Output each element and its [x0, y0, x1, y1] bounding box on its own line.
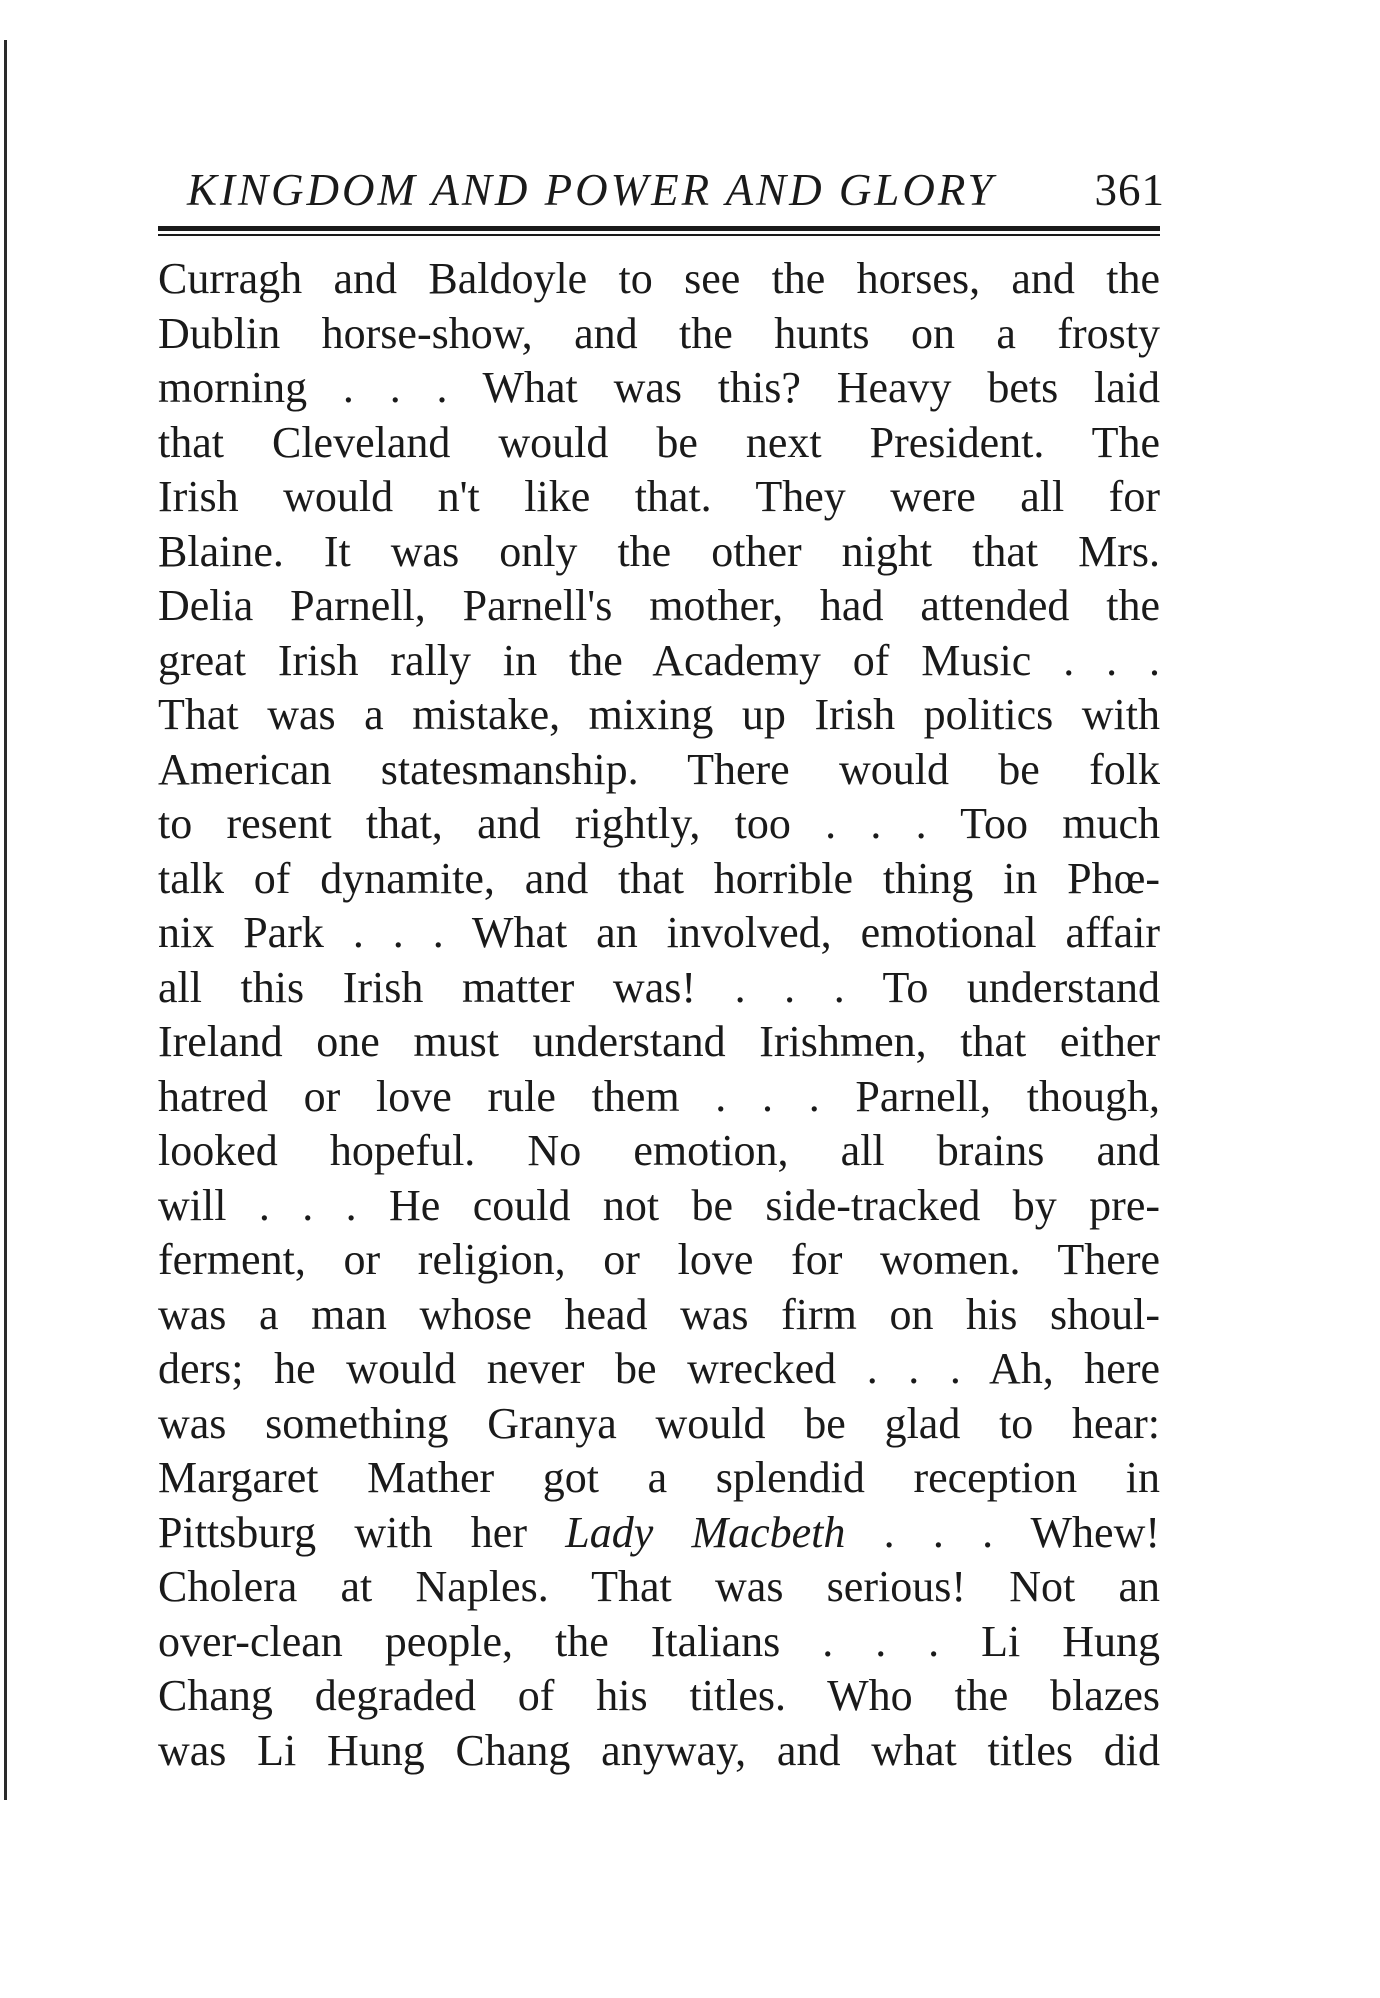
text-line: talk of dynamite, and that horrible thing in Phœ-: [158, 853, 1160, 903]
text-line: Blaine. It was only the other night that Mrs.: [158, 526, 1160, 576]
text-line: to resent that, and rightly, too . . . Too much: [158, 799, 1160, 848]
work-title: Lady Macbeth: [565, 1507, 846, 1557]
page-header: [165, 158, 1165, 222]
text-line: morning . . . What was this? Heavy bets laid: [158, 363, 1160, 412]
running-title: KINGDOM AND POWER AND GLORY: [187, 165, 996, 215]
text-line: Margaret Mather got a splendid reception in: [158, 1453, 1160, 1502]
header-rule-thin: [158, 234, 1160, 236]
text-line: that Cleveland would be next President. The: [158, 417, 1160, 467]
text-line: Cholera at Naples. That was serious! Not an: [158, 1562, 1160, 1611]
text-line: nix Park . . . What an involved, emotional affair: [158, 908, 1160, 957]
text-line: ferment, or religion, or love for women. There: [158, 1235, 1160, 1284]
line-text-after: . . . Whew!: [883, 1507, 1160, 1557]
text-line: all this Irish matter was! . . . To understand: [158, 962, 1160, 1012]
text-line: will . . . He could not be side-tracked by pre-: [158, 1180, 1160, 1230]
text-line: looked hopeful. No emotion, all brains and: [158, 1126, 1160, 1175]
page-binding-edge: [4, 40, 7, 1800]
text-line: Dublin horse-show, and the hunts on a frosty: [158, 308, 1160, 358]
text-line-with-title: [158, 1506, 1160, 1561]
text-line: was Li Hung Chang anyway, and what titles did: [158, 1725, 1160, 1775]
text-line: Curragh and Baldoyle to see the horses, and the: [158, 254, 1160, 303]
text-line: That was a mistake, mixing up Irish politics with: [158, 690, 1160, 739]
text-line: American statesmanship. There would be folk: [158, 744, 1160, 794]
text-line: Irish would n't like that. They were all for: [158, 472, 1160, 521]
text-line: Ireland one must understand Irishmen, that either: [158, 1017, 1160, 1066]
text-line: over-clean people, the Italians . . . Li Hung: [158, 1616, 1160, 1666]
text-line: Chang degraded of his titles. Who the blazes: [158, 1671, 1160, 1720]
text-line: was a man whose head was firm on his shoul-: [158, 1289, 1160, 1339]
text-line: was something Granya would be glad to hear:: [158, 1398, 1160, 1448]
text-line: hatred or love rule them . . . Parnell, though,: [158, 1071, 1160, 1121]
text-line: ders; he would never be wrecked . . . Ah, here: [158, 1344, 1160, 1393]
page-number: 361: [1094, 165, 1165, 215]
body-text: [158, 252, 1160, 1778]
text-line: Delia Parnell, Parnell's mother, had attended the: [158, 581, 1160, 630]
header-rule-thick: [158, 226, 1160, 231]
line-text-before: Pittsburg with her: [158, 1507, 527, 1557]
text-line: great Irish rally in the Academy of Music . . .: [158, 635, 1160, 685]
